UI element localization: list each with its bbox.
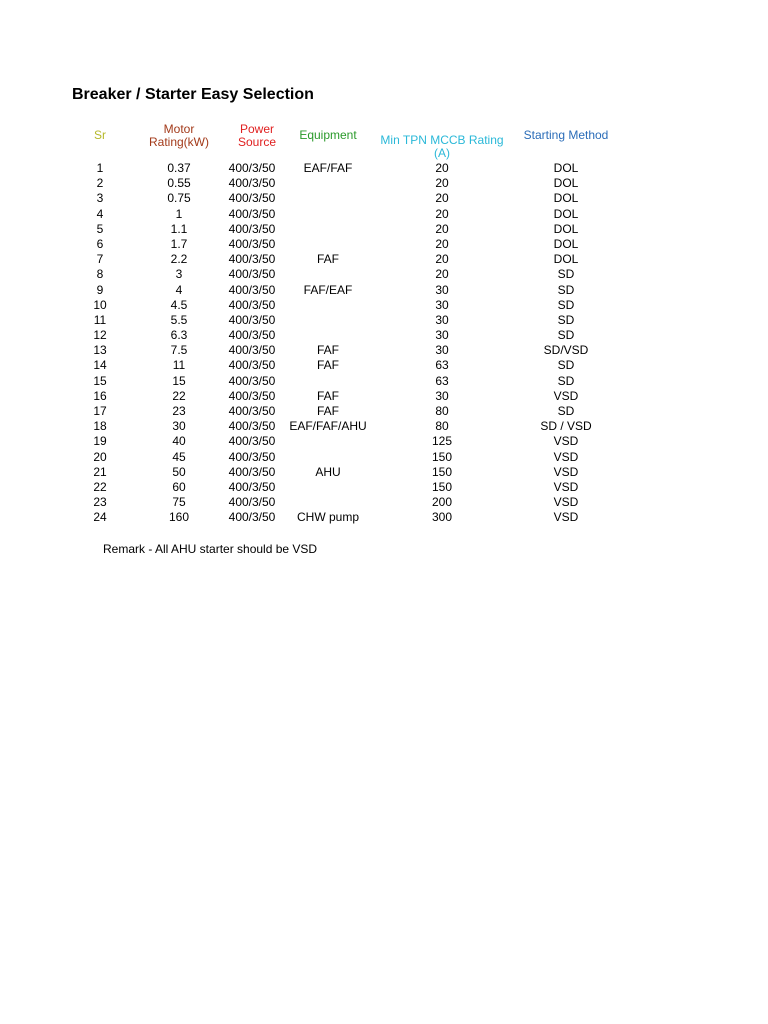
table-row [0, 161, 768, 176]
header-motor-line1: Motor [163, 122, 195, 136]
cell-mccb-rating: 20 [435, 221, 449, 236]
cell-mccb-rating: 30 [435, 312, 449, 327]
cell-mccb-rating: 150 [431, 479, 453, 494]
cell-mccb-rating: 20 [435, 161, 449, 175]
cell-mccb-rating: 20 [435, 252, 449, 267]
table-row [0, 222, 768, 237]
cell-starting-method: DOL [553, 176, 579, 191]
table-row [0, 510, 768, 525]
cell-motor-rating: 45 [172, 449, 186, 464]
cell-mccb-rating: 30 [435, 343, 449, 358]
header-sr-label: Sr [94, 128, 106, 142]
cell-power-source: 400/3/50 [228, 282, 276, 297]
table-row [0, 298, 768, 313]
table-row [0, 419, 768, 434]
cell-motor-rating: 50 [172, 464, 186, 479]
cell-equipment: FAF [316, 252, 339, 267]
table-row [0, 450, 768, 465]
header-equipment [288, 129, 368, 142]
header-starting-method [511, 129, 621, 142]
cell-mccb-rating: 20 [435, 176, 449, 191]
cell-mccb-rating: 30 [435, 297, 449, 312]
cell-motor-rating: 4.5 [170, 297, 188, 312]
cell-motor-rating: 0.37 [167, 161, 191, 175]
cell-starting-method: VSD [553, 495, 579, 510]
cell-power-source: 400/3/50 [228, 464, 276, 479]
cell-sr: 10 [93, 297, 107, 312]
cell-mccb-rating: 63 [435, 373, 449, 388]
cell-motor-rating: 15 [172, 373, 186, 388]
cell-mccb-rating: 20 [435, 206, 449, 221]
cell-equipment: CHW pump [296, 510, 359, 525]
cell-motor-rating: 6.3 [170, 328, 188, 343]
cell-motor-rating: 5.5 [170, 312, 188, 327]
selection-table-body [0, 161, 768, 526]
cell-equipment: FAF/EAF [303, 282, 353, 297]
table-row [0, 176, 768, 191]
cell-sr: 5 [96, 221, 104, 236]
cell-power-source: 400/3/50 [228, 252, 276, 267]
cell-mccb-rating: 150 [431, 449, 453, 464]
cell-sr: 20 [93, 449, 107, 464]
table-row [0, 465, 768, 480]
cell-starting-method: SD [557, 267, 575, 282]
cell-mccb-rating: 20 [435, 236, 449, 251]
cell-starting-method: SD/VSD [543, 343, 589, 358]
cell-starting-method: SD / VSD [540, 419, 592, 434]
cell-mccb-rating: 150 [431, 464, 453, 479]
cell-motor-rating: 1.1 [170, 221, 188, 236]
cell-power-source: 400/3/50 [228, 388, 276, 403]
header-power-line2: Source [237, 135, 277, 149]
cell-motor-rating: 2.2 [170, 252, 188, 267]
cell-power-source: 400/3/50 [228, 328, 276, 343]
cell-motor-rating: 75 [172, 495, 186, 510]
cell-starting-method: SD [557, 328, 575, 343]
header-mccb-line1: Min TPN MCCB Rating [380, 133, 504, 147]
table-row [0, 480, 768, 495]
cell-starting-method: DOL [553, 221, 579, 236]
cell-motor-rating: 1 [175, 206, 183, 221]
cell-motor-rating: 23 [172, 404, 186, 418]
table-row [0, 343, 768, 358]
cell-power-source: 400/3/50 [228, 297, 276, 312]
table-row [0, 358, 768, 373]
cell-mccb-rating: 30 [435, 328, 449, 343]
cell-starting-method: DOL [553, 191, 579, 206]
cell-power-source: 400/3/50 [228, 373, 276, 388]
cell-power-source: 400/3/50 [228, 495, 276, 510]
header-power-source [222, 123, 292, 149]
cell-motor-rating: 30 [172, 419, 186, 434]
cell-sr: 12 [93, 328, 107, 343]
cell-sr: 16 [93, 388, 107, 403]
cell-sr: 19 [93, 434, 107, 449]
cell-starting-method: DOL [553, 236, 579, 251]
cell-mccb-rating: 125 [431, 434, 453, 449]
table-row [0, 207, 768, 222]
cell-equipment: FAF [316, 343, 339, 358]
cell-sr: 7 [96, 252, 104, 267]
cell-motor-rating: 1.7 [170, 236, 188, 251]
cell-sr: 3 [96, 191, 104, 206]
cell-power-source: 400/3/50 [228, 358, 276, 373]
cell-power-source: 400/3/50 [228, 510, 276, 525]
cell-power-source: 400/3/50 [228, 404, 276, 418]
header-starting-label: Starting Method [523, 128, 609, 142]
cell-mccb-rating: 80 [435, 419, 449, 434]
cell-starting-method: VSD [553, 510, 579, 525]
cell-starting-method: SD [557, 358, 575, 373]
cell-motor-rating: 22 [172, 388, 186, 403]
header-motor-rating [139, 123, 219, 149]
cell-motor-rating: 0.75 [167, 191, 191, 206]
cell-starting-method: SD [557, 312, 575, 327]
cell-motor-rating: 0.55 [167, 176, 191, 191]
cell-sr: 15 [93, 373, 107, 388]
cell-sr: 9 [96, 282, 104, 297]
header-mccb-rating [372, 134, 512, 160]
cell-starting-method: SD [557, 404, 575, 418]
table-row [0, 191, 768, 206]
cell-sr: 17 [93, 404, 107, 418]
cell-power-source: 400/3/50 [228, 267, 276, 282]
cell-equipment: FAF [316, 404, 339, 418]
cell-power-source: 400/3/50 [228, 419, 276, 434]
cell-starting-method: DOL [553, 252, 579, 267]
table-row [0, 328, 768, 343]
cell-equipment: EAF/FAF [303, 161, 353, 175]
cell-motor-rating: 7.5 [170, 343, 188, 358]
cell-sr: 14 [93, 358, 107, 373]
cell-starting-method: VSD [553, 479, 579, 494]
cell-sr: 8 [96, 267, 104, 282]
cell-sr: 18 [93, 419, 107, 434]
cell-mccb-rating: 200 [431, 495, 453, 510]
cell-mccb-rating: 30 [435, 282, 449, 297]
cell-equipment: AHU [315, 464, 341, 479]
cell-starting-method: VSD [553, 464, 579, 479]
cell-sr: 4 [96, 206, 104, 221]
cell-power-source: 400/3/50 [228, 343, 276, 358]
remark-text: Remark - All AHU starter should be VSD [103, 542, 318, 556]
table-row [0, 283, 768, 298]
cell-starting-method: VSD [553, 388, 579, 403]
cell-motor-rating: 160 [168, 510, 190, 525]
header-sr [80, 129, 120, 142]
page-title: Breaker / Starter Easy Selection [72, 86, 314, 103]
cell-starting-method: DOL [553, 161, 579, 175]
header-motor-line2: Rating(kW) [148, 135, 209, 149]
cell-mccb-rating: 80 [435, 404, 449, 418]
cell-sr: 24 [93, 510, 107, 525]
cell-mccb-rating: 20 [435, 267, 449, 282]
cell-power-source: 400/3/50 [228, 221, 276, 236]
cell-motor-rating: 60 [172, 479, 186, 494]
cell-equipment: FAF [316, 388, 339, 403]
cell-motor-rating: 4 [175, 282, 183, 297]
table-row [0, 252, 768, 267]
cell-sr: 23 [93, 495, 107, 510]
cell-sr: 22 [93, 479, 107, 494]
cell-sr: 11 [93, 312, 107, 327]
table-row [0, 267, 768, 282]
cell-power-source: 400/3/50 [228, 206, 276, 221]
header-power-line1: Power [239, 122, 274, 136]
table-row [0, 374, 768, 389]
cell-motor-rating: 40 [172, 434, 186, 449]
cell-power-source: 400/3/50 [228, 312, 276, 327]
cell-power-source: 400/3/50 [228, 479, 276, 494]
cell-equipment: FAF [316, 358, 339, 373]
header-equipment-label: Equipment [299, 128, 357, 142]
cell-starting-method: DOL [553, 206, 579, 221]
header-mccb-line2: (A) [434, 146, 450, 160]
cell-mccb-rating: 300 [431, 510, 453, 525]
cell-motor-rating: 3 [175, 267, 183, 282]
table-row [0, 389, 768, 404]
cell-motor-rating: 11 [172, 358, 186, 373]
cell-starting-method: SD [557, 297, 575, 312]
cell-power-source: 400/3/50 [228, 449, 276, 464]
table-row [0, 495, 768, 510]
cell-sr: 6 [96, 236, 104, 251]
cell-sr: 21 [93, 464, 107, 479]
table-row [0, 434, 768, 449]
cell-sr: 13 [93, 343, 107, 358]
cell-power-source: 400/3/50 [228, 434, 276, 449]
cell-power-source: 400/3/50 [228, 176, 276, 191]
cell-mccb-rating: 63 [435, 358, 449, 373]
cell-starting-method: SD [557, 282, 575, 297]
cell-starting-method: VSD [553, 449, 579, 464]
cell-starting-method: VSD [553, 434, 579, 449]
cell-sr: 1 [96, 161, 104, 175]
cell-starting-method: SD [557, 373, 575, 388]
cell-mccb-rating: 30 [435, 388, 449, 403]
table-row [0, 404, 768, 419]
cell-mccb-rating: 20 [435, 191, 449, 206]
cell-power-source: 400/3/50 [228, 191, 276, 206]
cell-power-source: 400/3/50 [228, 161, 276, 175]
cell-sr: 2 [96, 176, 104, 191]
cell-power-source: 400/3/50 [228, 236, 276, 251]
cell-equipment: EAF/FAF/AHU [289, 419, 367, 434]
table-row [0, 313, 768, 328]
table-row [0, 237, 768, 252]
